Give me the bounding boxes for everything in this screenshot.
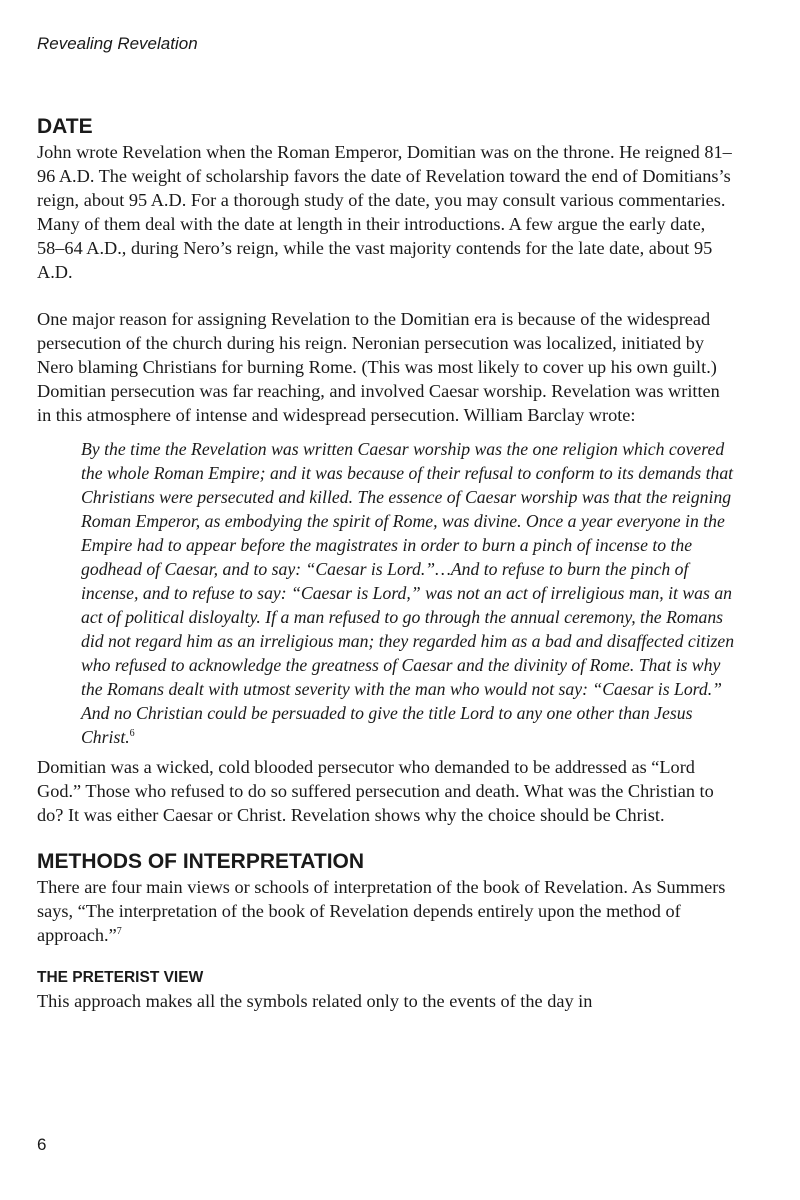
preterist-paragraph-1: This approach makes all the symbols related only to the events of the day in xyxy=(37,991,593,1011)
date-paragraph-3: Domitian was a wicked, cold blooded persecutor who demanded to be addressed as “Lord God.” Those who refused to do so suffered persecution and death. What was the Christian to do? It was either Caesar or Christ. Revelation shows why the choice should be Christ. xyxy=(37,757,714,825)
methods-paragraph-1 xyxy=(37,875,737,947)
page-number: 6 xyxy=(37,1135,47,1154)
barclay-quote xyxy=(81,437,739,749)
footnote-ref-6: 6 xyxy=(129,728,135,740)
methods-paragraph-1-text: There are four main views or schools of interpretation of the book of Revelation. As Summers says, “The interpretation of the book of Revelation depends entirely upon the method of approach.” xyxy=(37,877,726,945)
section-heading-date: DATE xyxy=(37,115,93,138)
section-heading-methods: METHODS OF INTERPRETATION xyxy=(37,850,365,873)
running-head: Revealing Revelation xyxy=(37,34,198,53)
barclay-quote-text: By the time the Revelation was written Caesar worship was the one religion which covered the whole Roman Empire; and it was because of their refusal to conform to its demands that Christians were persecuted and killed. The essence of Caesar worship was that the reigning Roman Emperor, as embodying the spirit of Rome, was divine. Once a year everyone in the Empire had to appear before the magistrates in order to burn a pinch of incense to the godhead of Caesar, and to say: “Caesar is Lord.”…And to refuse to burn the pinch of incense, and to refuse to say: “Caesar is Lord,” was not an act of irreligious man, it was an act of political disloyalty. If a man refused to go through the annual ceremony, the Romans did not regard him as an irreligious man; they regarded him as a bad and disaffected citizen who refused to acknowledge the greatness of Caesar and the divinity of Rome. That is why the Romans dealt with utmost severity with the man who would not say: “Caesar is Lord.” And no Christian could be persuaded to give the title Lord to any one other than Jesus Christ. xyxy=(81,439,735,747)
subsection-heading-preterist: THE PRETERIST VIEW xyxy=(37,969,204,986)
date-paragraph-2: One major reason for assigning Revelation to the Domitian era is because of the widespread persecution of the church during his reign. Neronian persecution was localized, initiated by Nero blaming Christians for burning Rome. (This was most likely to cover up his own guilt.) Domitian persecution was far reaching, and involved Caesar worship. Revelation was written in this atmosphere of intense and widespread persecution. William Barclay wrote: xyxy=(37,309,720,425)
date-paragraph-1: John wrote Revelation when the Roman Emperor, Domitian was on the throne. He reigned 81–96 A.D. The weight of scholarship favors the date of Revelation toward the end of Domitians’s reign, about 95 A.D. For a thorough study of the date, you may consult various commentaries. Many of them deal with the date at length in their introductions. A few argue the early date, 58–64 A.D., during Nero’s reign, while the vast majority contends for the late date, about 95 A.D. xyxy=(37,142,732,282)
footnote-ref-7: 7 xyxy=(116,925,122,937)
page-content xyxy=(37,114,737,1013)
